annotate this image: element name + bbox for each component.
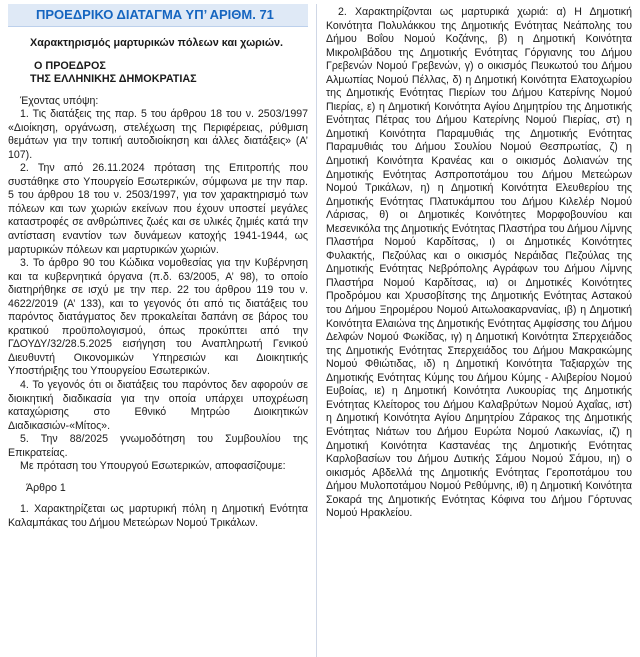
preamble-item-3: 3. Το άρθρο 90 του Κώδικα νομοθεσίας για την Κυβέρνηση και τα κυβερνητικά όργανα (π.δ. 63/2005, Α’ 98), το οποίο διατηρήθηκε σε ισχύ με την περ. 22 του άρθρου 119 του ν. 4622/2019 (Α’ 133), και το γεγονός ότι από τις διατάξεις του παρόντος διατάγματος δεν προκαλείται δαπάνη σε βάρος του κρατικού προϋπολογισμού, όπως προκύπτει από την ΓΔΟΥΔΥ/32/28.5.2025 εισήγηση του Αναπληρωτή Γενικού Διευθυντή Οικονομικών Υπηρεσιών και Διοικητικής Υποστήριξης του Υπουργείου Εσωτερικών. [8, 257, 308, 378]
president-heading [30, 60, 308, 87]
preamble-intro: Έχοντας υπόψη: [20, 94, 99, 107]
decision-line: Με πρόταση του Υπουργού Εσωτερικών, αποφασίζουμε: [20, 460, 286, 473]
decree-subtitle: Χαρακτηρισμός μαρτυρικών πόλεων και χωριών. [30, 37, 283, 49]
article-paragraph-2: 2. Χαρακτηρίζονται ως μαρτυρικά χωριά: α) Η Δημοτική Κοινότητα Πολυλάκκου της Δημοτικής Ενότητας Νεάπολης του Δήμου Βοΐου Νομού Κοζάνης, β) η Δημοτική Κοινότητα Μικρολιβάδου της Δημοτικής Ενότητας Γόργιανης του Δήμου Γρεβενών Νομού Γρεβενών, γ) ο οικισμός Πευκωτού του Δήμου Αλμωπίας Νομού Πέλλας, δ) η Δημοτική Κοινότητα Ελατοχωρίου της Δημοτικής Ενότητας Πιερίων του Δήμου Κατερίνης Νομού Πιερίας, ε) η Δημοτική Κοινότητα Αγίου Δημητρίου της Δημοτικής Ενότητας Πέτρας του Δήμου Κατερίνης Νομού Πιερίας, στ) η Δημοτική Κοινότητα Παραμυθιάς της Δημοτικής Ενότητας Παραμυθιάς του Δήμου Σουλίου Νομού Θεσπρωτίας, ζ) η Δημοτική Κοινότητα Κρανέας και ο οικισμός Δολιανών της Δημοτικής Ενότητας Ασπροποτάμου του Δήμου Μετεώρων Νομού Τρικάλων, η) η Δημοτική Κοινότητα Ελευθερίου της Δημοτικής Ενότητας Πλατυκάμπου του Δήμου Κιλελέρ Νομού Λάρισας, θ) οι Δημοτικές Κοινότητες Μορφοβουνίου και Μεσενικόλα της Δημοτικής Ενότητας Πλαστήρα του Δήμου Λίμνης Πλαστήρα Νομού Καρδίτσας, ι) οι Δημοτικές Κοινότητες Φυλακτής, Πεζούλας και ο οικισμός Νεράιδας Πεζούλας της Δημοτικής Ενότητας Νεβρόπολης Αγράφων του Δήμου Λίμνης Πλαστήρα Νομού Καρδίτσας, ια) οι Δημοτικές Κοινότητες Προδρόμου και Χρυσοβίτσης της Δημοτικής Ενότητας Αστακού του Δήμου Ξηρομέρου Νομού Αιτωλοακαρνανίας, ιβ) η Δημοτική Κοινότητα Ελαιώνα της Δημοτικής Ενότητας Αμφίσσης του Δήμου Δελφών Νομού Φωκίδας, ιγ) η Δημοτική Κοινότητα Σπερχειάδος της Δημοτικής Ενότητας Σπερχειάδος του Δήμου Μακρακώμης Νομού Φθιώτιδας, ιδ) η Δημοτική Κοινότητα Ταξιαρχών της Δημοτικής Ενότητας Κύμης του Δήμου Κύμης - Αλιβερίου Νομού Ευβοίας, ιε) η Δημοτική Κοινότητα Λυκουρίας της Δημοτικής Ενότητας Κλείτορος του Δήμου Καλαβρύτων Νομού Αχαΐας, ιστ) η Δημοτική Κοινότητα Αγίου Δημητρίου Ζάρακος της Δημοτικής Ενότητας Νιάτων του Δήμου Ευρώτα Νομού Λακωνίας, ιζ) η Δημοτική Κοινότητα Καστανέας της Δημοτικής Ενότητας Καρλοβασίων του Δήμου Δυτικής Σάμου Νομού Σάμου, ιη) ο οικισμός Αβδελλά της Δημοτικής Ενότητας Γεροποτάμου του Δήμου Μυλοποτάμου Νομού Ρεθύμνης, ιθ) η Δημοτική Κοινότητα Σοκαρά της Δημοτικής Ενότητας Κόφινα του Δήμου Γόρτυνας Νομού Ηρακλείου. [326, 6, 632, 520]
preamble-item-4: 4. Το γεγονός ότι οι διατάξεις του παρόντος δεν αφορούν σε διοικητική διαδικασία για την οποία υπάρχει υποχρέωση καταχώρισης στο Εθνικό Μητρώο Διοικητικών Διαδικασιών-«Μίτος». [8, 379, 308, 432]
preamble-item-1: 1. Τις διατάξεις της παρ. 5 του άρθρου 18 του ν. 2503/1997 «Διοίκηση, οργάνωση, στελέχωση της Περιφέρειας, ρύθμιση θεμάτων για την τοπική αυτοδιοίκηση και άλλες διατάξεις» (Α’ 107). [8, 108, 308, 161]
article-heading: Άρθρο 1 [26, 481, 66, 494]
president-line-1: Ο ΠΡΟΕΔΡΟΣ [34, 59, 106, 72]
column-divider [316, 4, 317, 657]
president-line-2: ΤΗΣ ΕΛΛΗΝΙΚΗΣ ΔΗΜΟΚΡΑΤΙΑΣ [30, 73, 197, 86]
decree-header: ΠΡΟΕΔΡΙΚΟ ΔΙΑΤΑΓΜΑ ΥΠ’ ΑΡΙΘΜ. 71 [8, 4, 308, 27]
left-column [8, 0, 308, 657]
right-column [326, 0, 632, 657]
preamble-item-5: 5. Την 88/2025 γνωμοδότηση του Συμβουλίου της Επικρατείας. [8, 433, 308, 459]
article-paragraph-1: 1. Χαρακτηρίζεται ως μαρτυρική πόλη η Δημοτική Ενότητα Καλαμπάκας του Δήμου Μετεώρων Νομού Τρικάλων. [8, 503, 308, 529]
preamble-item-2: 2. Την από 26.11.2024 πρόταση της Επιτροπής που συστάθηκε στο Υπουργείο Εσωτερικών, σύμφωνα με την παρ. 5 του άρθρου 18 του ν. 2503/1997, για τον χαρακτηρισμό των πόλεων και των χωριών εκείνων που έχουν υποστεί μεγάλες καταστροφές σε ανθρώπινες ζωές και σε υλικές ζημιές κατά την αντίσταση εναντίον των δυνάμεων κατοχής 1941-1944, ως μαρτυρικών πόλεων και μαρτυρικών χωριών. [8, 162, 308, 256]
